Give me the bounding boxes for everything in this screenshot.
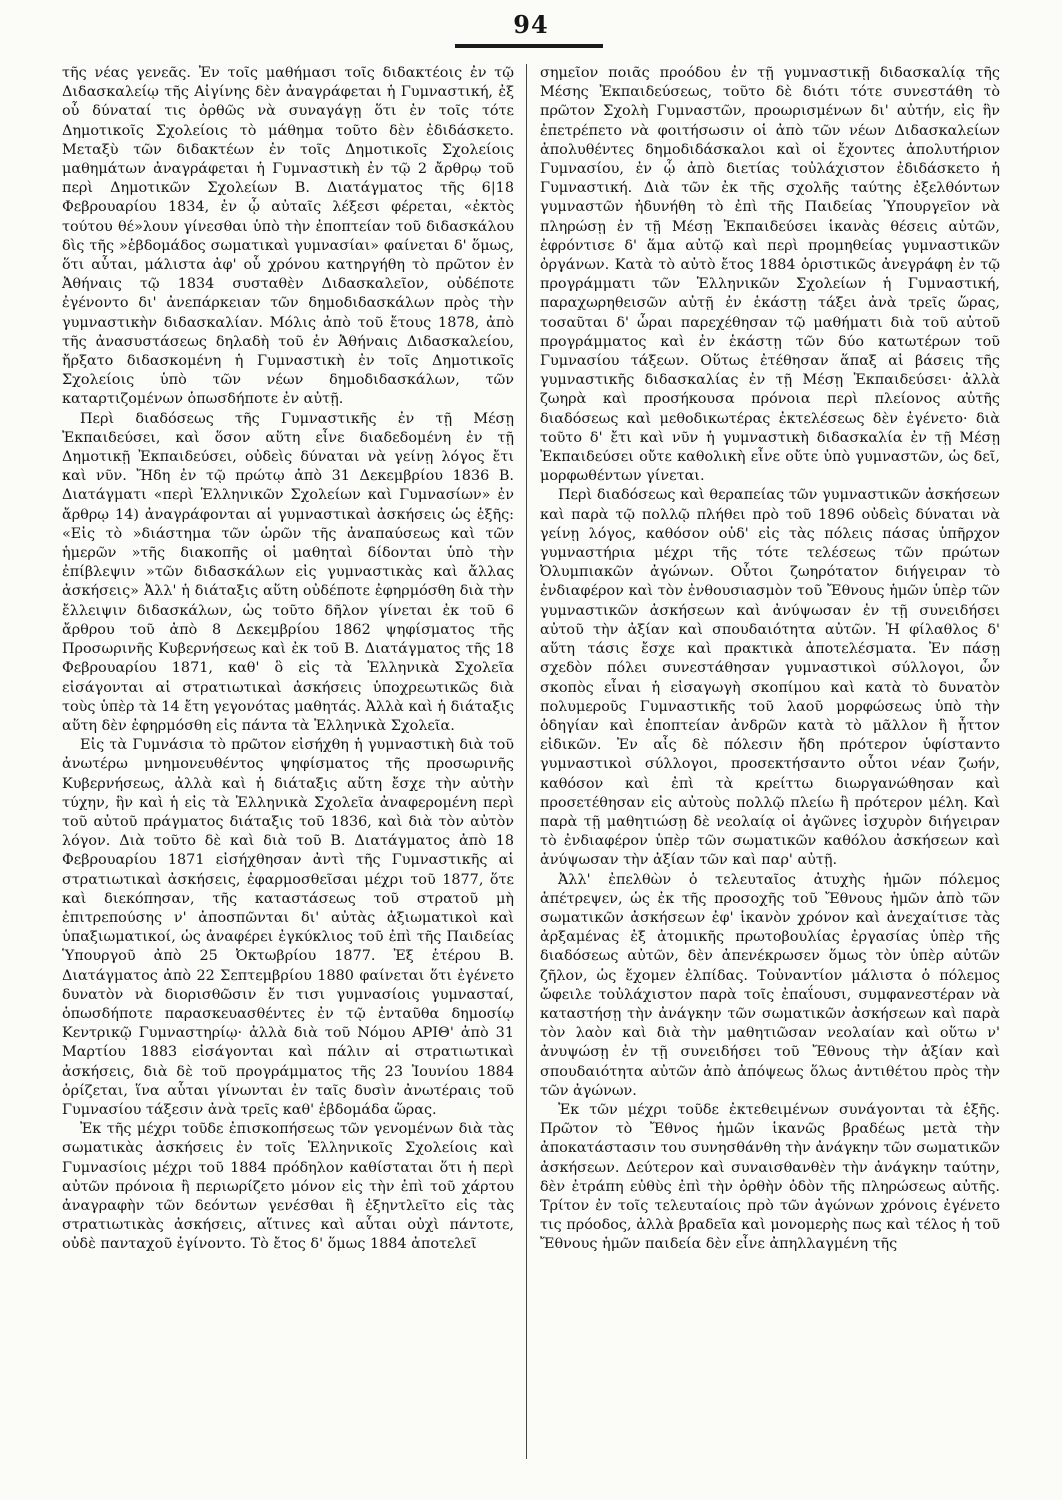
left-column bbox=[62, 64, 514, 1255]
page-number: 94 bbox=[513, 10, 549, 39]
paragraph: σημεῖον ποιᾶς προόδου ἐν τῇ γυμναστικῇ διδασκαλίᾳ τῆς Μέσης Ἐκπαιδεύσεως, τοῦτο δὲ διότι τότε συνεστάθη τὸ πρῶτον Σχολὴ Γυμναστῶν, προωρισμένων δι' αὐτήν, εἰς ἣν ἐπετρέπετο νὰ φοιτήσωσιν οἱ ἀπὸ τῶν νέων Διδασκαλείων ἀπολυθέντες δημοδιδάσκαλοι καὶ οἱ ἔχοντες ἀπολυτήριον Γυμνασίου, ἐν ᾧ ἀπὸ διετίας τοὐλάχιστον ἐδιδάσκετο ἡ Γυμναστική. Διὰ τῶν ἐκ τῆς σχολῆς ταύτης ἐξελθόντων γυμναστῶν ἠδυνήθη τὸ ἐπὶ τῆς Παιδείας Ὑπουργεῖον νὰ πληρώσῃ ἐν τῇ Μέσῃ Ἐκπαιδεύσει ἱκανὰς θέσεις αὐτῶν, ἐφρόντισε δ' ἅμα αὐτῷ καὶ περὶ προμηθείας γυμναστικῶν ὀργάνων. Κατὰ τὸ αὐτὸ ἔτος 1884 ὁριστικῶς ἀνεγράφη ἐν τῷ προγράμματι τῶν Ἑλληνικῶν Σχολείων ἡ Γυμναστική, παραχωρηθεισῶν αὐτῇ ἐν ἑκάστῃ τάξει ἀνὰ τρεῖς ὥρας, τοσαῦται δ' ὧραι παρεχέθησαν τῷ μαθήματι διὰ τοῦ αὐτοῦ προγράμματος καὶ ἐν ἑκάστῃ τῶν δύο κατωτέρων τοῦ Γυμνασίου τάξεων. Οὕτως ἐτέθησαν ἅπαξ αἱ βάσεις τῆς γυμναστικῆς διδασκαλίας ἐν τῇ Μέσῃ Ἐκπαιδεύσει· ἀλλὰ ζωηρὰ καὶ προσήκουσα πρόνοια περὶ πλείονος αὐτῆς διαδόσεως καὶ μεθοδικωτέρας ἐκτελέσεως δὲν ἐγένετο· διὰ τοῦτο δ' ἔτι καὶ νῦν ἡ γυμναστικὴ διδασκαλία ἐν τῇ Μέσῃ Ἐκπαιδεύσει οὔτε καθολικὴ εἶνε οὔτε ὑπὸ γυμναστῶν, ὡς δεῖ, μορφωθέντων γίνεται. bbox=[540, 65, 1000, 485]
paragraph: Περὶ διαδόσεως καὶ θεραπείας τῶν γυμναστικῶν ἀσκήσεων καὶ παρὰ τῷ πολλῷ πλήθει πρὸ τοῦ 1896 οὐδεὶς δύναται νὰ γείνῃ λόγος, καθόσον οὐδ' εἰς τὰς πόλεις πάσας ὑπῆρχον γυμναστήρια μέχρι τῆς τότε τελέσεως τῶν πρώτων Ὀλυμπιακῶν ἀγώνων. Οὗτοι ζωηρότατον διήγειραν τὸ ἐνδιαφέρον καὶ τὸν ἐνθουσιασμὸν τοῦ Ἔθνους ἡμῶν ὑπὲρ τῶν γυμναστικῶν ἀσκήσεων καὶ ἀνύψωσαν ἐν τῇ συνειδήσει αὐτοῦ τὴν ἀξίαν καὶ σπουδαιότητα αὐτῶν. Ἡ φίλαθλος δ' αὕτη τάσις ἔσχε καὶ πρακτικὰ ἀποτελέσματα. Ἐν πάσῃ σχεδὸν πόλει συνεστάθησαν γυμναστικοὶ σύλλογοι, ὧν σκοπὸς εἶναι ἡ εἰσαγωγὴ σκοπίμου καὶ κατὰ τὸ δυνατὸν πολυμεροῦς Γυμναστικῆς τοῦ λαοῦ μορφώσεως ὑπὸ τὴν ὁδηγίαν καὶ ἐποπτείαν ἀνδρῶν κατὰ τὸ μᾶλλον ἢ ἧττον εἰδικῶν. Ἐν αἷς δὲ πόλεσιν ἤδη πρότερον ὑφίσταντο γυμναστικοὶ σύλλογοι, προσεκτήσαντο οὗτοι νέαν ζωήν, καθόσον καὶ ἐπὶ τὰ κρείττω διωργανώθησαν καὶ προσετέθησαν εἰς αὐτοὺς πολλῷ πλείω ἢ πρότερον μέλη. Καὶ παρὰ τῇ μαθητιώσῃ δὲ νεολαίᾳ οἱ ἀγῶνες ἰσχυρὸν διήγειραν τὸ ἐνδιαφέρον ὑπὲρ τῶν σωματικῶν καθόλου ἀσκήσεων καὶ ἀνύψωσαν τὴν ἀξίαν τῶν καὶ παρ' αὐτῇ. bbox=[540, 487, 1000, 869]
paragraph: Ἀλλ' ἐπελθὼν ὁ τελευταῖος ἀτυχὴς ἡμῶν πόλεμος ἀπέτρεψεν, ὡς ἐκ τῆς προσοχῆς τοῦ Ἔθνους ἡμῶν ἀπὸ τῶν σωματικῶν ἀσκήσεων ἐφ' ἱκανὸν χρόνον καὶ ἀνεχαίτισε τὰς ἀρξαμένας ἐξ ἀτομικῆς πρωτοβουλίας ἐργασίας ὑπὲρ τῆς διαδόσεως αὐτῶν, δὲν ἀπενέκρωσεν ὅμως τὸν ὑπὲρ αὐτῶν ζῆλον, ὡς ἔχομεν ἐλπίδας. Τοὐναντίον μάλιστα ὁ πόλεμος ὤφειλε τοὐλάχιστον παρὰ τοῖς ἐπαΐουσι, συμφανεστέραν νὰ καταστήσῃ τὴν ἀνάγκην τῶν σωματικῶν ἀσκήσεων καὶ παρὰ τὸν λαὸν καὶ διὰ τὴν μαθητιῶσαν νεολαίαν καὶ οὕτω ν' ἀνυψώσῃ ἐν τῇ συνειδήσει τοῦ Ἔθνους τὴν ἀξίαν καὶ σπουδαιότητα αὐτῶν ἀπὸ ἀπόψεως ὅλως ἀντιθέτου πρὸς τὴν τῶν ἀγώνων. bbox=[540, 871, 1000, 1099]
header-rule bbox=[455, 44, 603, 48]
paragraph: Εἰς τὰ Γυμνάσια τὸ πρῶτον εἰσήχθη ἡ γυμναστικὴ διὰ τοῦ ἀνωτέρω μνημονευθέντος ψηφίσματος τῆς προσωρινῆς Κυβερνήσεως, ἀλλὰ καὶ ἡ διάταξις αὕτη ἔσχε τὴν αὐτὴν τύχην, ἣν καὶ ἡ εἰς τὰ Ἑλληνικὰ Σχολεῖα ἀναφερομένη περὶ τοῦ αὐτοῦ πράγματος διάταξις τοῦ 1836, καὶ διὰ τὸν αὐτὸν λόγον. Διὰ τοῦτο δὲ καὶ διὰ τοῦ Β. Διατάγματος ἀπὸ 18 Φεβρουαρίου 1871 εἰσήχθησαν ἀντὶ τῆς Γυμναστικῆς αἱ στρατιωτικαὶ ἀσκήσεις, ἐφαρμοσθεῖσαι μέχρι τοῦ 1877, ὅτε καὶ διεκόπησαν, τῆς καταστάσεως τοῦ στρατοῦ μὴ ἐπιτρεπούσης ν' ἀποσπῶνται δι' αὐτὰς ἀξιωματικοὶ καὶ ὑπαξιωματικοί, ὡς ἀναφέρει ἐγκύκλιος τοῦ ἐπὶ τῆς Παιδείας Ὑπουργοῦ ἀπὸ 25 Ὀκτωβρίου 1877. Ἐξ ἑτέρου Β. Διατάγματος ἀπὸ 22 Σεπτεμβρίου 1880 φαίνεται ὅτι ἐγένετο δυνατὸν νὰ διορισθῶσιν ἔν τισι γυμνασίοις γυμνασταί, ὁπωσδήποτε παρασκευασθέντες ἐν τῷ ἐνταῦθα δημοσίῳ Κεντρικῷ Γυμναστηρίῳ· ἀλλὰ διὰ τοῦ Νόμου ΑΡΙΘ' ἀπὸ 31 Μαρτίου 1883 εἰσάγονται καὶ πάλιν αἱ στρατιωτικαὶ ἀσκήσεις, διὰ δὲ τοῦ προγράμματος τῆς 23 Ἰουνίου 1884 ὁρίζεται, ἵνα αὗται γίνωνται ἐν ταῖς δυσὶν ἀνωτέραις τοῦ Γυμνασίου τάξεσιν ἀνὰ τρεῖς καθ' ἑβδομάδα ὥρας. bbox=[62, 737, 514, 1118]
page-header bbox=[0, 10, 1062, 39]
right-column bbox=[540, 64, 1000, 1255]
paragraph: Περὶ διαδόσεως τῆς Γυμναστικῆς ἐν τῇ Μέσῃ Ἐκπαιδεύσει, καὶ ὅσον αὕτη εἶνε διαδεδομένη ἐν τῇ Δημοτικῇ Ἐκπαιδεύσει, οὐδεὶς δύναται νὰ γείνῃ λόγος ἔτι καὶ νῦν. Ἤδη ἐν τῷ πρώτῳ ἀπὸ 31 Δεκεμβρίου 1836 Β. Διατάγματι «περὶ Ἑλληνικῶν Σχολείων καὶ Γυμνασίων» ἐν ἄρθρῳ 14) ἀναγράφονται αἱ γυμναστικαὶ ἀσκήσεις ὡς ἑξῆς: «Εἰς τὸ »διάστημα τῶν ὡρῶν τῆς ἀναπαύσεως καὶ τῶν ἡμερῶν »τῆς διακοπῆς οἱ μαθηταὶ δίδονται ὑπὸ τὴν ἐπίβλεψιν »τῶν διδασκάλων εἰς γυμναστικὰς καὶ ἄλλας ἀσκήσεις» Ἀλλ' ἡ διάταξις αὕτη οὐδέποτε ἐφηρμόσθη διὰ τὴν ἔλλειψιν διδασκάλων, ὡς τοῦτο δῆλον γίνεται ἐκ τοῦ 6 ἄρθρου τοῦ ἀπὸ 8 Δεκεμβρίου 1862 ψηφίσματος τῆς Προσωρινῆς Κυβερνήσεως καὶ ἐκ τοῦ Β. Διατάγματος τῆς 18 Φεβρουαρίου 1871, καθ' ὃ εἰς τὰ Ἑλληνικὰ Σχολεῖα εἰσάγονται αἱ στρατιωτικαὶ ἀσκήσεις ὑποχρεωτικῶς διὰ τοὺς ὑπὲρ τὰ 14 ἔτη γεγονότας μαθητάς. Ἀλλὰ καὶ ἡ διάταξις αὕτη δὲν ἐφηρμόσθη εἰς πάντα τὰ Ἑλληνικὰ Σχολεῖα. bbox=[62, 410, 514, 734]
paragraph: Ἐκ τῆς μέχρι τοῦδε ἐπισκοπήσεως τῶν γενομένων διὰ τὰς σωματικὰς ἀσκήσεις ἐν τοῖς Ἑλληνικοῖς Σχολείοις καὶ Γυμνασίοις μέχρι τοῦ 1884 πρόδηλον καθίσταται ὅτι ἡ περὶ αὐτῶν πρόνοια ἢ περιωρίζετο μόνον εἰς τὴν ἐπὶ τοῦ χάρτου ἀναγραφὴν τῶν δεόντων γενέσθαι ἢ ἐξηντλεῖτο εἰς τὰς στρατιωτικὰς ἀσκήσεις, αἵτινες καὶ αὗται οὐχὶ πάντοτε, οὐδὲ πανταχοῦ ἐγίνοντο. Τὸ ἔτος δ' ὅμως 1884 ἀποτελεῖ bbox=[62, 1121, 514, 1253]
paragraph: τῆς νέας γενεᾶς. Ἐν τοῖς μαθήμασι τοῖς διδακτέοις ἐν τῷ Διδασκαλείῳ τῆς Αἰγίνης δὲν ἀναγράφεται ἡ Γυμναστική, ἐξ οὗ δύναταί τις ὀρθῶς νὰ συναγάγῃ ὅτι ἐν τοῖς τότε Δημοτικοῖς Σχολείοις τὸ μάθημα τοῦτο δὲν ἐδιδάσκετο. Μεταξὺ τῶν διδακτέων ἐν τοῖς Δημοτικοῖς Σχολείοις μαθημάτων ἀναγράφεται ἡ Γυμναστικὴ ἐν τῷ 2 ἄρθρῳ τοῦ περὶ Δημοτικῶν Σχολείων Β. Διατάγματος τῆς 6|18 Φεβρουαρίου 1834, ἐν ᾧ αὐταῖς λέξεσι φέρεται, «ἐκτὸς τούτου θέ»λουν γίνεσθαι ὑπὸ τὴν ἐποπτείαν τοῦ διδασκάλου δὶς τῆς »ἑβδομάδος σωματικαὶ γυμνασίαι» φαίνεται δ' ὅμως, ὅτι αὗται, μάλιστα ἀφ' οὗ χρόνου κατηργήθη τὸ πρῶτον ἐν Ἀθήναις τῷ 1834 συσταθὲν Διδασκαλεῖον, οὐδέποτε ἐγένοντο δι' ἀνεπάρκειαν τῶν δημοδιδασκάλων πρὸς τὴν γυμναστικὴν διδασκαλίαν. Μόλις ἀπὸ τοῦ ἔτους 1878, ἀπὸ τῆς ἀνασυστάσεως δηλαδὴ τοῦ ἐν Ἀθήναις Διδασκαλείου, ἤρξατο διδασκομένη ἡ Γυμναστικὴ ἐν τοῖς Δημοτικοῖς Σχολείοις ὑπὸ τῶν νέων δημοδιδασκάλων, τῶν καταρτιζομένων ὁπωσδήποτε ἐν αὐτῇ. bbox=[62, 65, 514, 408]
column-divider bbox=[526, 64, 527, 1459]
paragraph: Ἐκ τῶν μέχρι τοῦδε ἐκτεθειμένων συνάγονται τὰ ἑξῆς. Πρῶτον τὸ Ἔθνος ἡμῶν ἱκανῶς βραδέως μετὰ τὴν ἀποκατάστασιν του συνησθάνθη τὴν ἀνάγκην τῶν σωματικῶν ἀσκήσεων. Δεύτερον καὶ συναισθανθὲν τὴν ἀνάγκην ταύτην, δὲν ἐτράπη εὐθὺς ἐπὶ τὴν ὀρθὴν ὁδὸν τῆς πληρώσεως αὐτῆς. Τρίτον ἐν τοῖς τελευταίοις πρὸ τῶν ἀγώνων χρόνοις ἐγένετο τις πρόοδος, ἀλλὰ βραδεῖα καὶ μονομερὴς πως καὶ τέλος ἡ τοῦ Ἔθνους ἡμῶν παιδεία δὲν εἶνε ἀπηλλαγμένη τῆς bbox=[540, 1101, 1000, 1253]
